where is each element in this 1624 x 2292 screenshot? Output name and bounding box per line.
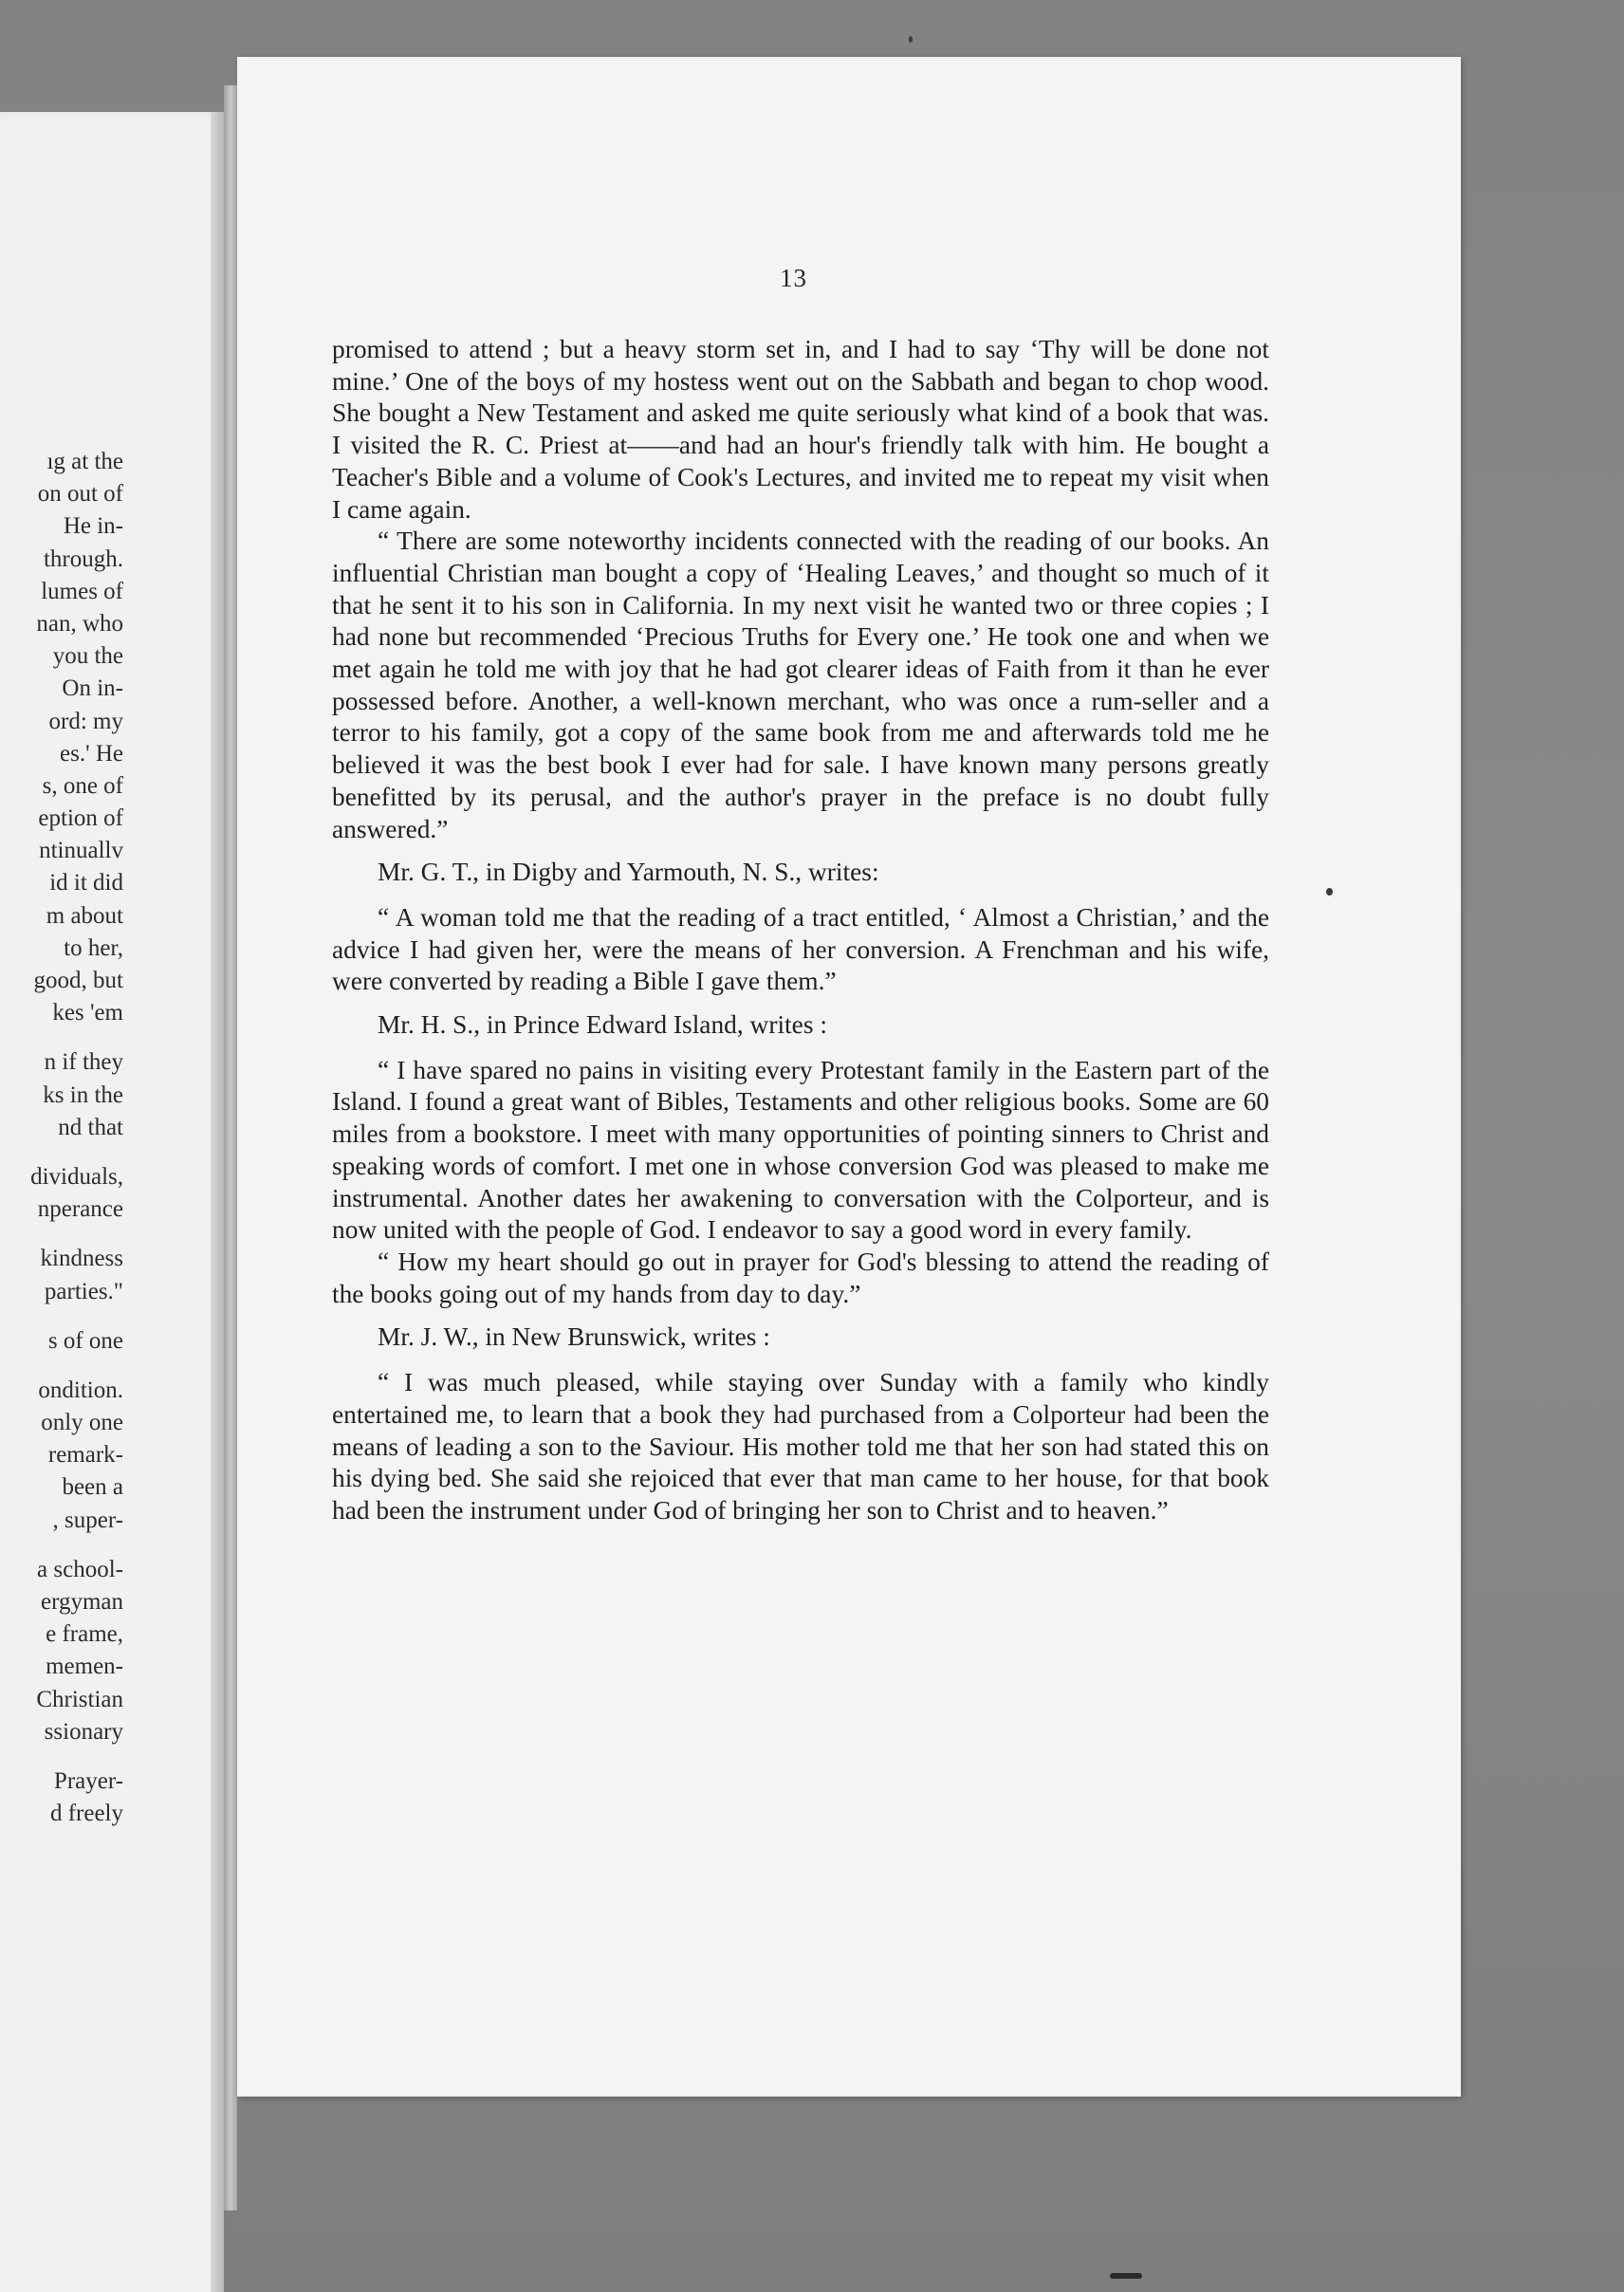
left-page-gap	[30, 1144, 123, 1161]
left-page-line: d freely	[49, 1801, 123, 1827]
left-page-line: , super-	[52, 1506, 123, 1533]
ink-speck	[1326, 888, 1333, 896]
left-page-line: ıg at the	[46, 449, 123, 474]
left-page-line: s of one	[47, 1327, 123, 1354]
left-page-line: only one	[41, 1410, 123, 1436]
left-page-line: to her,	[64, 934, 123, 961]
book-spine	[224, 85, 237, 2210]
left-page-line: ks in the	[43, 1081, 123, 1108]
left-page-line: nd that	[58, 1114, 123, 1140]
left-page-line: id it did	[49, 870, 123, 896]
left-page-line: remark-	[47, 1442, 123, 1469]
left-page-line: dividuals,	[30, 1163, 123, 1190]
correspondent-heading: Mr. G. T., in Digby and Yarmouth, N. S., writes:	[378, 858, 879, 887]
left-page-line: es.' He	[60, 740, 123, 767]
left-page-line: good, but	[33, 968, 123, 993]
page-number: 13	[780, 264, 807, 292]
left-page-line: ergyman	[40, 1589, 123, 1615]
left-page-line: nperance	[37, 1196, 123, 1223]
left-page-line: ntinuallv	[39, 838, 123, 864]
body-paragraph: “ There are some noteworthy incidents connected with the reading of our books. An influential Christian man bought a copy of ‘Healing Leaves,’ and thought so much of it that he sent it to his son in California. In my next visit he wanted two or three copies ; I had none but recommended ‘Precious Truths for Every one.’ He took one and when we met again he told me with joy that he had got clearer ideas of Faith from it than he ever possessed before. Another, a well-known merchant, who was once a rum-seller and a terror to his family, got a copy of the same book from me and afterwards told me he believed it was the best book I ever had for sale. I have known many persons greatly benefitted by its perusal, and the author's prayer in the preface is no doubt fully answered.”	[332, 527, 1269, 843]
current-page	[237, 57, 1461, 2097]
correspondent-heading: Mr. J. W., in New Brunswick, writes :	[378, 1322, 770, 1352]
left-page-text	[30, 446, 123, 1830]
left-page-line: memen-	[46, 1654, 123, 1680]
left-page-line: eption of	[38, 805, 123, 832]
bottom-film-mark	[1110, 2273, 1142, 2279]
body-paragraph: “ I was much pleased, while staying over Sunday with a family who kindly entertained me, to learn that a book they had purchased from a Colporteur had been the means of leading a son to the Saviour. His mother told me that her son had stated this on his dying bed. She said she rejoiced that ever that man came to her house, for that book had been the instrument under God of bringing her son to Christ and to heaven.”	[332, 1368, 1269, 1525]
left-page-gap	[30, 1226, 123, 1243]
left-page-line: on out of	[37, 481, 123, 508]
left-page-line: parties."	[44, 1278, 123, 1304]
left-page-line: you the	[52, 643, 123, 670]
left-page-line: Christian	[36, 1686, 123, 1712]
body-paragraph: “ I have spared no pains in visiting every Protestant family in the Eastern part of the Island. I found a great want of Bibles, Testaments and other religious books. Some are 60 miles from a bookstore. I meet with many opportunities of pointing sinners to Christ and speaking words of comfort. I met one in whose conversion God was pleased to make me instrumental. Another dates her awakening to conversation with the Colporteur, and is now united with the people of God. I endeavor to say a good word in every family.	[332, 1055, 1269, 1245]
left-page-line: nan, who	[36, 610, 123, 637]
left-page-line: m about	[46, 902, 123, 929]
left-page-line: He in-	[63, 513, 123, 540]
left-page-line: kindness	[40, 1246, 123, 1272]
left-page-line: s, one of	[42, 772, 123, 799]
left-page-gap	[30, 1308, 123, 1325]
left-page-gap	[30, 1358, 123, 1375]
left-page-line: On in-	[62, 675, 123, 702]
left-page-line: e frame,	[46, 1621, 123, 1648]
continued-paragraph: promised to attend ; but a heavy storm set in, and I had to say ‘Thy will be done not mine.’ One of the boys of my hostess went out on the Sabbath and began to chop wood. She bought a New Testament and asked me quite seriously what kind of a book that was. I visited the R. C. Priest at——and had an hour's friendly talk with him. He bought a Teacher's Bible and a volume of Cook's Lectures, and invited me to repeat my visit when I came again.	[332, 335, 1269, 524]
correspondent-heading: Mr. H. S., in Prince Edward Island, writes :	[378, 1010, 827, 1040]
left-page-line: kes 'em	[52, 1000, 123, 1026]
left-page-line: been a	[62, 1474, 123, 1501]
left-page-gap	[30, 1029, 123, 1046]
body-paragraph: “ A woman told me that the reading of a tract entitled, ‘ Almost a Christian,’ and the advice I had given her, were the means of her conversion. A Frenchman and his wife, were converted by reading a Bible I gave them.”	[332, 902, 1269, 996]
left-page-gutter	[211, 112, 224, 2292]
left-page-line: a school-	[37, 1556, 123, 1582]
left-page-line: through.	[43, 545, 123, 572]
left-page-fragment	[0, 112, 224, 2292]
left-page-line: Prayer-	[53, 1767, 123, 1794]
left-page-line: lumes of	[41, 578, 123, 604]
left-page-gap	[30, 1537, 123, 1554]
left-page-line: ondition.	[38, 1377, 123, 1403]
left-page-line: ord: my	[48, 708, 123, 734]
left-page-line: n if they	[44, 1049, 123, 1076]
left-page-gap	[30, 1748, 123, 1765]
body-paragraph: “ How my heart should go out in prayer for God's blessing to attend the reading of the books going out of my hands from day to day.”	[332, 1247, 1269, 1308]
left-page-line: ssionary	[44, 1718, 123, 1745]
page-body	[332, 334, 1269, 1527]
top-ink-speck	[909, 36, 913, 43]
